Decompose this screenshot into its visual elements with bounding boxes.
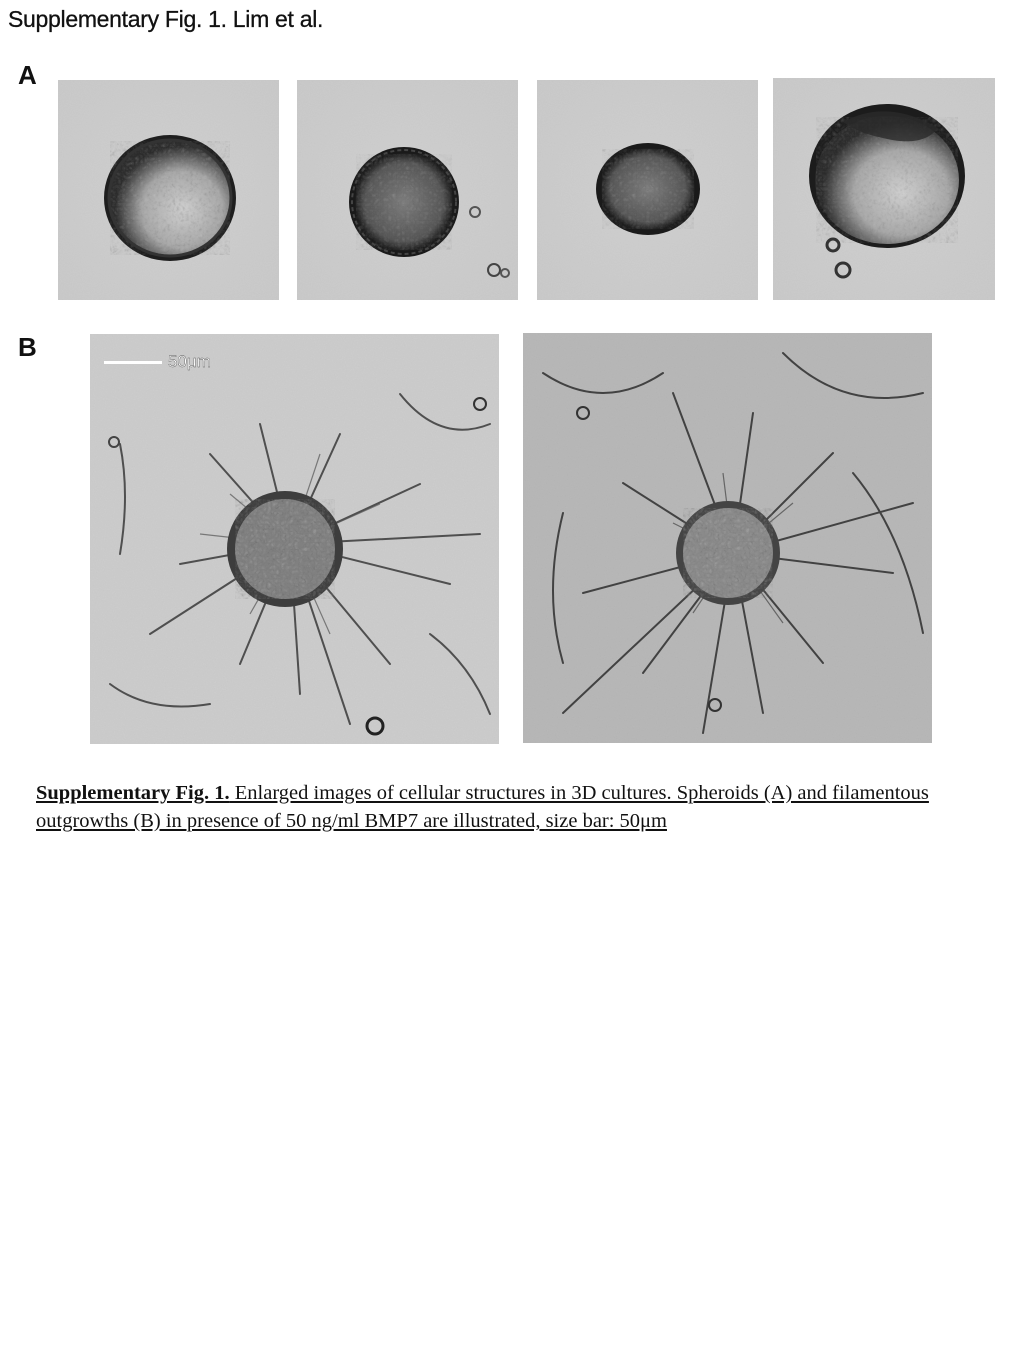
spheroid-image-1 [58, 80, 279, 300]
spheroid-image-2 [297, 80, 518, 300]
figure-title: Supplementary Fig. 1. Lim et al. [8, 6, 324, 32]
outgrowth-image-2 [523, 333, 932, 743]
caption-lead: Supplementary Fig. 1. [36, 782, 230, 804]
scale-bar-label: 50μm [168, 352, 211, 371]
figure-caption [36, 779, 936, 835]
scale-bar [104, 352, 211, 372]
caption-body: Enlarged images of cellular structures in 3D cultures. Spheroids (A) and filamentous outgrowths (B) in presence of 50 ng/ml BMP7 are illustrated, size bar: 50μm [36, 782, 929, 832]
outgrowth-image-1 [90, 334, 499, 744]
scale-bar-line [104, 361, 162, 364]
panel-label-a: A [18, 60, 37, 90]
panel-label-b: B [18, 332, 37, 362]
spheroid-image-4 [773, 78, 995, 300]
spheroid-image-3 [537, 80, 758, 300]
